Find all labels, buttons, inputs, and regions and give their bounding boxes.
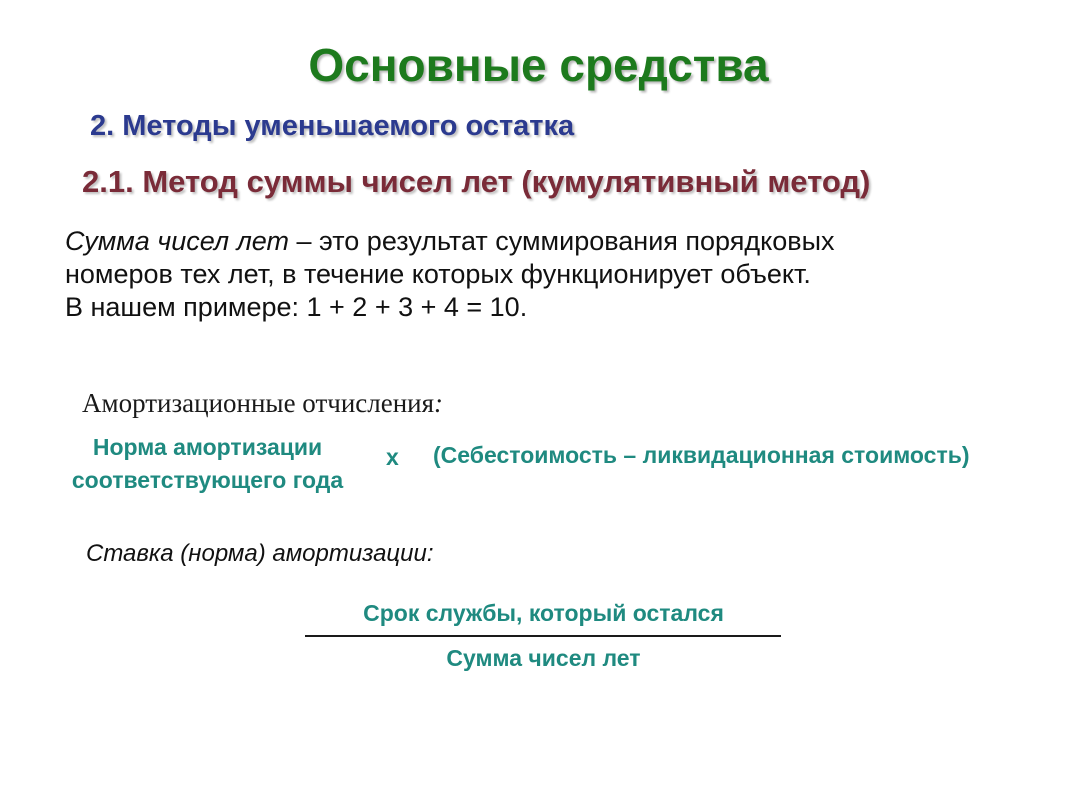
depreciation-norm [45,431,370,497]
amortization-label [82,388,443,419]
norm-line-2: соответствующего года [71,467,344,493]
amortization-label-text: Амортизационные отчисления [82,388,435,418]
definition-term: Сумма чисел лет [65,226,290,256]
rate-label: Ставка (норма) амортизации: [86,540,434,567]
definition-line-1 [65,225,1025,258]
amortization-colon: : [434,388,444,418]
norm-line-1: Норма амортизации [92,434,323,460]
definition-text-1: – это результат суммирования порядковых [289,226,835,256]
cost-expression: (Себестоимость – ликвидационная стоимость) [433,442,970,468]
definition-line-2: номеров тех лет, в течение которых функционирует объект. [65,259,811,289]
fraction-denominator: Сумма чисел лет [446,645,641,671]
definition-paragraph [65,225,1025,324]
subsection-heading: 2.1. Метод суммы чисел лет (кумулятивный метод) [82,164,871,199]
multiply-sign: x [386,444,399,470]
slide-title: Основные средства [308,39,769,91]
fraction-numerator: Срок службы, который остался [363,600,724,626]
fraction-bar [305,635,781,637]
section-heading: 2. Методы уменьшаемого остатка [90,110,575,142]
example-line: В нашем примере: 1 + 2 + 3 + 4 = 10. [65,292,528,322]
